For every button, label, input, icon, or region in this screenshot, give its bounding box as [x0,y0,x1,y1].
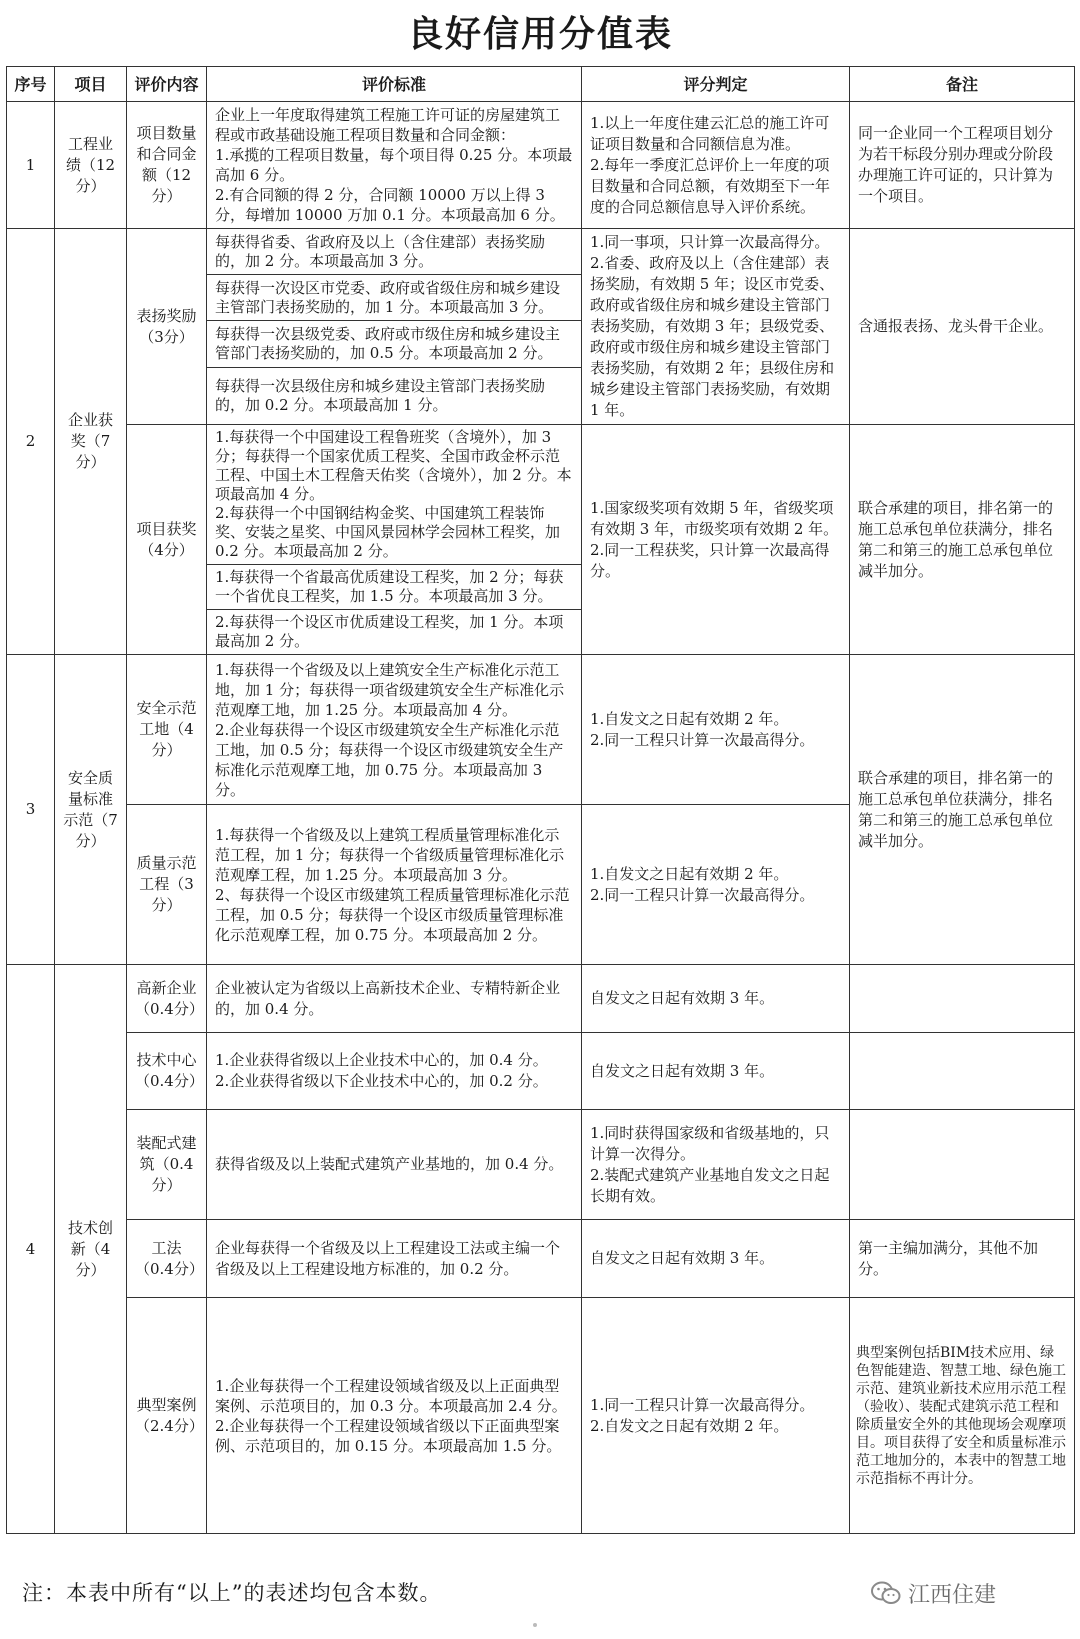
judgment-cell: 1.国家级奖项有效期 5 年，省级奖项有效期 3 年，市级奖项有效期 2 年。 2.同一工程获奖，只计算一次最高得分。 [582,425,850,655]
watermark [870,1576,996,1610]
judgment-cell: 1.同一工程只计算一次最高得分。 2.自发文之日起有效期 2 年。 [582,1298,850,1534]
remark-cell: 第一主编加满分，其他不加分。 [850,1220,1075,1298]
content-name: 表扬奖励（3分） [127,229,207,425]
table-row [7,1033,1075,1110]
standard-cell: 1.每获得一个省级及以上建筑工程质量管理标准化示范工程，加 1 分；每获得一个省级质量管理标准化示范观摩工程，加 1.25 分。本项最高加 3 分。 2、每获得一个设区市级建筑工程质量管理标准化示范工程，加 0.5 分；每获得一个设区市级质量管理标准化示范观摩工程，加 0.75 分。本项最高加 2 分。 [207,805,582,965]
project-name: 安全质量标准示范（7分） [55,655,127,965]
table-row [7,425,1075,565]
standard-cell: 1.每获得一个省级及以上建筑安全生产标准化示范工地，加 1 分；每获得一项省级建筑安全生产标准化示范观摩工地，加 1.25 分。本项最高加 4 分。 2.企业每获得一个设区市级建筑安全生产标准化示范工地，加 0.5 分；每获得一个设区市级建筑安全生产标准化示范观摩工地，加 0.75 分。本项最高加 3 分。 [207,655,582,805]
watermark-text: 江西住建 [908,1582,997,1608]
content-name: 工法（0.4分） [127,1220,207,1298]
standard-cell: 企业上一年度取得建筑工程施工许可证的房屋建筑工程或市政基础设施工程项目数量和合同金额： 1.承揽的工程项目数量，每个项目得 0.25 分。本项最高加 6 分。 2.有合同额的得 2 分，合同额 10000 万以上得 3 分，每增加 10000 万加 0.1 分。本项最高加 6 分。 [207,102,582,229]
standard-cell: 1.每获得一个中国建设工程鲁班奖（含境外），加 3 分；每获得一个国家优质工程奖、全国市政金杯示范工程、中国土木工程詹天佑奖（含境外），加 2 分。本项最高加 4 分。 2.每获得一个中国钢结构金奖、中国建筑工程装饰奖、安装之星奖、中国风景园林学会园林工程奖，加 0.2 分。本项最高加 2 分。 [207,425,582,565]
content-name: 质量示范工程（3分） [127,805,207,965]
table-row [7,102,1075,229]
content-name: 项目数量和合同金额（12分） [127,102,207,229]
content-name: 技术中心（0.4分） [127,1033,207,1110]
project-name: 工程业绩（12分） [55,102,127,229]
credit-score-table [6,66,1075,1534]
project-name: 技术创新（4分） [55,965,127,1534]
judgment-cell: 1.以上一年度住建云汇总的施工许可证项目数量和合同额信息为准。 2.每年一季度汇总评价上一年度的项目数量和合同总额，有效期至下一年度的合同总额信息导入评价系统。 [582,102,850,229]
standard-cell: 每获得一次设区市党委、政府或省级住房和城乡建设主管部门表扬奖励的，加 1 分。本项最高加 3 分。 [207,275,582,321]
remark-cell: 同一企业同一个工程项目划分为若干标段分别办理或分阶段办理施工许可证的，只计算为一个项目。 [850,102,1075,229]
row-no: 2 [7,229,55,655]
row-no: 1 [7,102,55,229]
standard-cell: 1.每获得一个省最高优质建设工程奖，加 2 分；每获一个省优良工程奖，加 1.5 分。本项最高加 3 分。 [207,565,582,610]
row-no: 3 [7,655,55,965]
scan-dot [533,1623,537,1627]
project-name: 企业获奖（7分） [55,229,127,655]
standard-cell: 每获得一次县级党委、政府或市级住房和城乡建设主管部门表扬奖励的，加 0.5 分。本项最高加 2 分。 [207,321,582,367]
remark-cell: 联合承建的项目，排名第一的施工总承包单位获满分，排名第二和第三的施工总承包单位减半加分。 [850,655,1075,965]
judgment-cell: 1.同一事项，只计算一次最高得分。 2.省委、政府及以上（含住建部）表扬奖励，有效期 5 年；设区市党委、政府或省级住房和城乡建设主管部门表扬奖励，有效期 3 年；县级党委、政府或市级住房和城乡建设主管部门表扬奖励，有效期 2 年；县级住房和城乡建设主管部门表扬奖励，有效期 1 年。 [582,229,850,425]
header-content: 评价内容 [127,67,207,102]
remark-cell [850,1110,1075,1220]
standard-cell: 获得省级及以上装配式建筑产业基地的，加 0.4 分。 [207,1110,582,1220]
remark-cell: 含通报表扬、龙头骨干企业。 [850,229,1075,425]
footnote: 注：本表中所有“以上”的表述均包含本数。 [22,1581,442,1605]
content-name: 高新企业（0.4分） [127,965,207,1033]
table-row [7,965,1075,1033]
judgment-cell: 自发文之日起有效期 3 年。 [582,1033,850,1110]
standard-cell: 每获得省委、省政府及以上（含住建部）表扬奖励的，加 2 分。本项最高加 3 分。 [207,229,582,275]
judgment-cell: 自发文之日起有效期 3 年。 [582,965,850,1033]
standard-cell: 每获得一次县级住房和城乡建设主管部门表扬奖励的，加 0.2 分。本项最高加 1 分。 [207,367,582,424]
table-header-row [7,67,1075,102]
standard-cell: 企业每获得一个省级及以上工程建设工法或主编一个省级及以上工程建设地方标准的，加 0.2 分。 [207,1220,582,1298]
header-judgment: 评分判定 [582,67,850,102]
remark-cell [850,1033,1075,1110]
header-no: 序号 [7,67,55,102]
standard-cell: 2.每获得一个设区市优质建设工程奖，加 1 分。本项最高加 2 分。 [207,610,582,655]
content-name: 装配式建筑（0.4分） [127,1110,207,1220]
header-project: 项目 [55,67,127,102]
judgment-cell: 1.自发文之日起有效期 2 年。 2.同一工程只计算一次最高得分。 [582,655,850,805]
judgment-cell: 自发文之日起有效期 3 年。 [582,1220,850,1298]
judgment-cell: 1.自发文之日起有效期 2 年。 2.同一工程只计算一次最高得分。 [582,805,850,965]
remark-cell: 典型案例包括BIM技术应用、绿色智能建造、智慧工地、绿色施工示范、建筑业新技术应用示范工程（验收）、装配式建筑示范工程和除质量安全外的其他现场会观摩项目。项目获得了安全和质量标准示范工地加分的，本表中的智慧工地示范指标不再计分。 [850,1298,1075,1534]
table-row [7,1220,1075,1298]
content-name: 典型案例（2.4分） [127,1298,207,1534]
header-remark: 备注 [850,67,1075,102]
table-row [7,229,1075,275]
content-name: 项目获奖（4分） [127,425,207,655]
page-title: 良好信用分值表 [406,13,673,55]
content-name: 安全示范工地（4分） [127,655,207,805]
standard-cell: 1.企业获得省级以上企业技术中心的，加 0.4 分。 2.企业获得省级以下企业技术中心的，加 0.2 分。 [207,1033,582,1110]
header-standard: 评价标准 [207,67,582,102]
remark-cell: 联合承建的项目，排名第一的施工总承包单位获满分，排名第二和第三的施工总承包单位减半加分。 [850,425,1075,655]
remark-cell [850,965,1075,1033]
table-row [7,1298,1075,1534]
table-row [7,1110,1075,1220]
row-no: 4 [7,965,55,1534]
table-row [7,655,1075,805]
standard-cell: 企业被认定为省级以上高新技术企业、专精特新企业的，加 0.4 分。 [207,965,582,1033]
wechat-icon [870,1580,902,1606]
standard-cell: 1.企业每获得一个工程建设领域省级及以上正面典型案例、示范项目的，加 0.3 分。本项最高加 2.4 分。 2.企业每获得一个工程建设领域省级以下正面典型案例、示范项目的，加 0.15 分。本项最高加 1.5 分。 [207,1298,582,1534]
judgment-cell: 1.同时获得国家级和省级基地的，只计算一次得分。 2.装配式建筑产业基地自发文之日起长期有效。 [582,1110,850,1220]
